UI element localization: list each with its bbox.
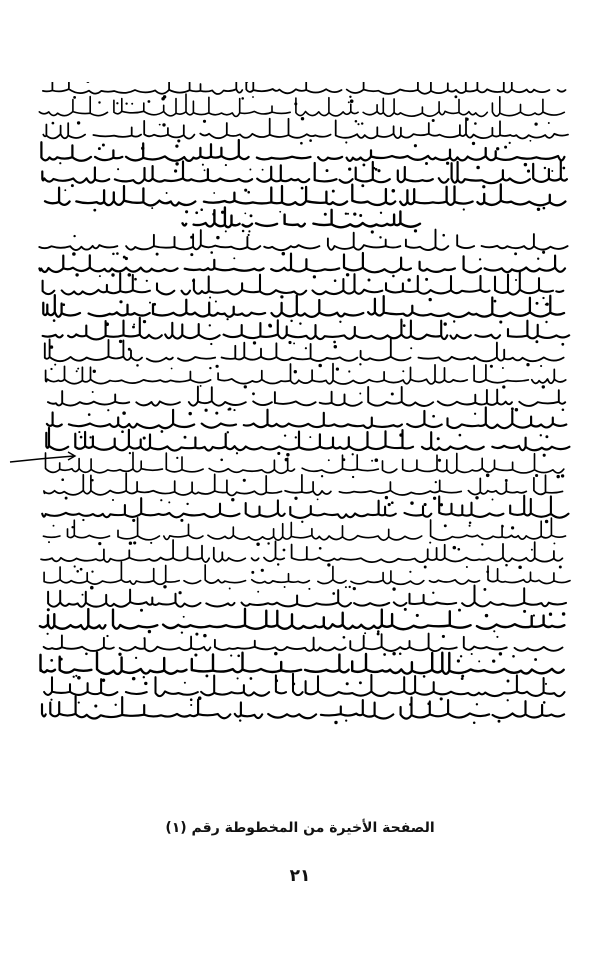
figure-caption: الصفحة الأخيرة من المخطوطة رقم (١) [165, 820, 435, 836]
handwritten-arabic-manuscript-icon [30, 82, 578, 742]
page-number: ٢١ [289, 866, 311, 886]
margin-arrow-mark [8, 448, 78, 478]
manuscript-image [30, 82, 578, 742]
